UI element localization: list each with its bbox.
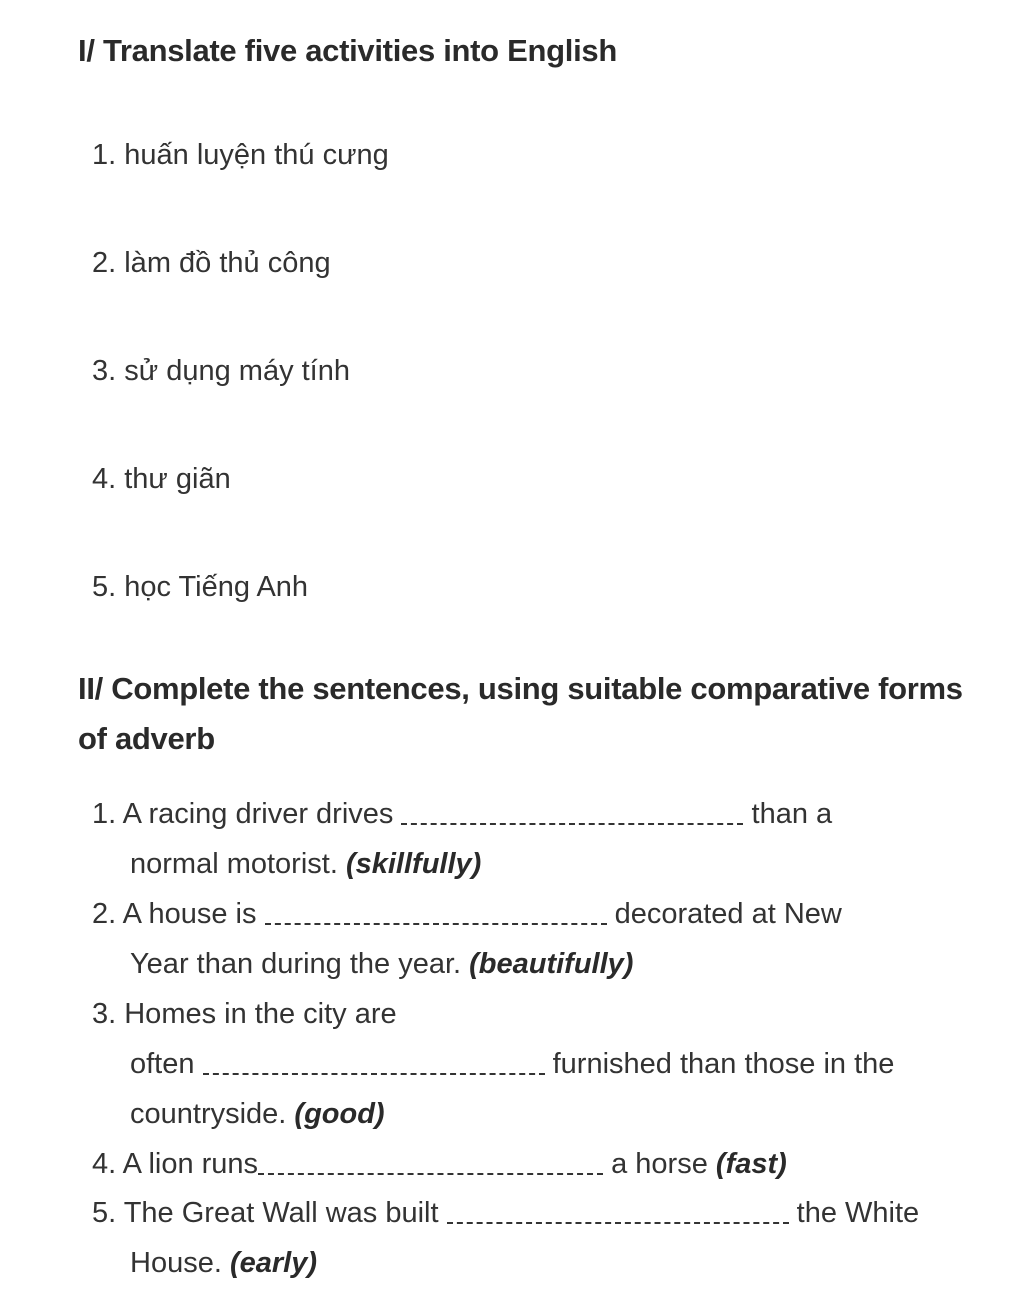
- sentence-4-hint: (fast): [715, 1148, 787, 1180]
- activity-item-1: 1. huấn luyện thú cưng: [92, 139, 389, 171]
- activity-item-2: 2. làm đồ thủ công: [92, 247, 331, 279]
- sentence-1-text-before: 1. A racing driver drives: [92, 798, 402, 830]
- sentence-2-line-2: [92, 939, 1012, 989]
- sentence-2-line-1: [92, 889, 1012, 939]
- sentence-4-text-after: a horse: [603, 1148, 716, 1180]
- sentence-2-text-after: decorated at New: [606, 898, 842, 930]
- sentence-5-text-after: the White: [788, 1197, 920, 1229]
- sentence-1-line-1: [92, 789, 1012, 839]
- activity-item-4: 4. thư giãn: [92, 463, 231, 495]
- sentence-5-line-2: [92, 1238, 1012, 1288]
- sentence-3-line-1: 3. Homes in the city are: [92, 998, 397, 1030]
- sentence-1-line-2: [92, 839, 1012, 889]
- sentence-5-text-before: 5. The Great Wall was built: [92, 1197, 447, 1229]
- sentence-5-hint: (early): [229, 1247, 317, 1279]
- sentence-2: [92, 889, 1012, 989]
- sentence-1-hint: (skillfully): [345, 848, 482, 880]
- section-1-heading: I/ Translate five activities into English: [78, 33, 617, 68]
- sentence-2-text-before: 2. A house is: [92, 898, 265, 930]
- answer-blank-4[interactable]: [258, 1139, 603, 1189]
- sentence-3-text-end: countryside.: [130, 1098, 295, 1130]
- sentence-4-text-before: 4. A lion runs: [92, 1148, 259, 1180]
- answer-blank-1[interactable]: [401, 789, 743, 839]
- sentence-3-line-2: [92, 1039, 1012, 1089]
- answer-blank-5[interactable]: [447, 1188, 789, 1238]
- sentence-5-line-1: [92, 1188, 1012, 1238]
- sentence-2-hint: (beautifully): [469, 948, 634, 980]
- activity-item-3: 3. sử dụng máy tính: [92, 355, 350, 387]
- sentence-3-text-before: often: [130, 1048, 203, 1080]
- sentence-4-line-1: [92, 1139, 1012, 1189]
- activity-item-5: 5. học Tiếng Anh: [92, 571, 309, 603]
- sentence-3-text-after: furnished than those in the: [544, 1048, 895, 1080]
- sentence-4: [92, 1139, 1012, 1189]
- sentence-5-text-end: House.: [130, 1247, 230, 1279]
- sentence-1-text-after: than a: [743, 798, 833, 830]
- answer-blank-2[interactable]: [265, 889, 607, 939]
- sentence-5: [92, 1188, 1012, 1288]
- sentence-1-text-end: normal motorist.: [130, 848, 346, 880]
- sentence-3: [92, 989, 1012, 1139]
- sentence-3-line-3: [92, 1089, 1012, 1139]
- sentence-2-text-end: Year than during the year.: [130, 948, 470, 980]
- sentence-3-hint: (good): [294, 1098, 385, 1130]
- section-2-heading: II/ Complete the sentences, using suitable comparative forms of adverb: [78, 671, 963, 756]
- sentence-1: [92, 789, 1012, 889]
- answer-blank-3[interactable]: [203, 1039, 545, 1089]
